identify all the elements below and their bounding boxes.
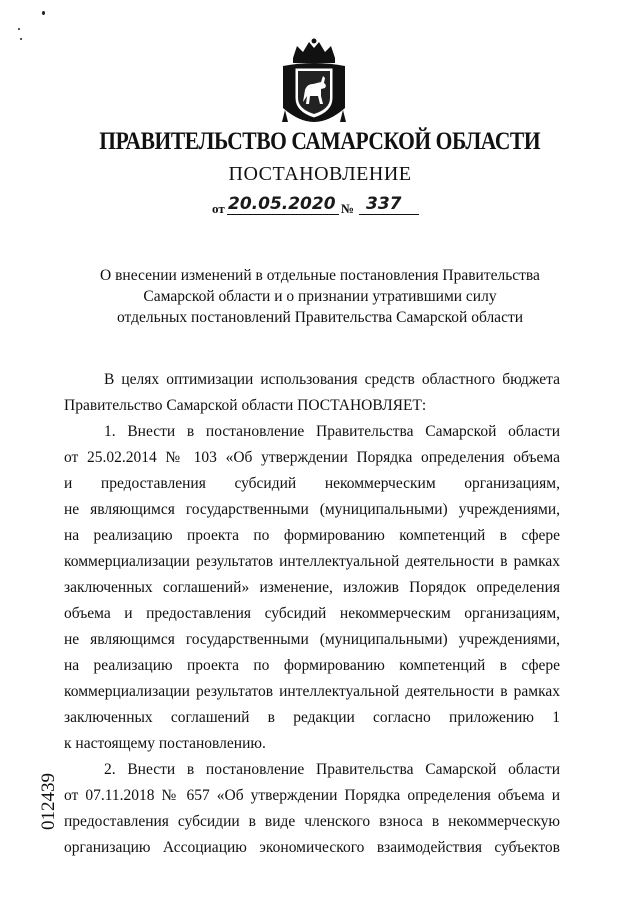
scan-speck bbox=[42, 11, 45, 15]
document-body bbox=[64, 367, 560, 861]
body-line: предоставления субсидии в виде членского взноса в некоммерческую bbox=[64, 813, 560, 830]
body-line: В целях оптимизации использования средств областного бюджета bbox=[104, 371, 560, 388]
body-line: на реализацию проекта по формированию компетенций в сфере bbox=[64, 657, 560, 674]
date-underline bbox=[227, 214, 339, 215]
number-value: 337 bbox=[366, 194, 402, 214]
registration-number: 012439 bbox=[38, 773, 59, 830]
body-line: не являющимся государственными (муниципальными) учреждениями, bbox=[64, 501, 560, 518]
body-line: заключенных соглашений в редакции согласно приложению 1 bbox=[64, 709, 560, 726]
body-line: от 07.11.2018 № 657 «Об утверждении Порядка определения объема и bbox=[64, 787, 560, 804]
date-value: 20.05.2020 bbox=[228, 194, 336, 214]
body-line: от 25.02.2014 № 103 «Об утверждении Порядка определения объема bbox=[64, 449, 560, 466]
document-subject bbox=[70, 265, 570, 328]
body-line: к настоящему постановлению. bbox=[64, 735, 266, 752]
body-line: Правительство Самарской области ПОСТАНОВЛЯЕТ: bbox=[64, 397, 427, 414]
body-line: и предоставления субсидий некоммерческим организациям, bbox=[64, 475, 560, 492]
subject-line: отдельных постановлений Правительства Самарской области bbox=[116, 309, 524, 326]
body-line: 2. Внести в постановление Правительства Самарской области bbox=[104, 761, 560, 778]
number-underline bbox=[359, 214, 419, 215]
body-line: объема и предоставления субсидий некоммерческим организациям, bbox=[64, 605, 560, 622]
organization-title: ПРАВИТЕЛЬСТВО САМАРСКОЙ ОБЛАСТИ bbox=[99, 128, 541, 155]
number-prefix: № bbox=[341, 201, 355, 216]
body-line: 1. Внести в постановление Правительства Самарской области bbox=[104, 423, 560, 440]
samara-coat-of-arms-icon bbox=[279, 38, 349, 124]
body-line: организацию Ассоциацию экономического взаимодействия субъектов bbox=[64, 839, 560, 856]
body-line: заключенных соглашений» изменение, изложив Порядок определения bbox=[64, 579, 560, 596]
scan-speck bbox=[20, 38, 22, 40]
body-line: коммерциализации результатов интеллектуальной деятельности в рамках bbox=[64, 553, 560, 570]
body-line: коммерциализации результатов интеллектуальной деятельности в рамках bbox=[64, 683, 560, 700]
subject-line: Самарской области и о признании утратившими силу bbox=[143, 288, 497, 305]
body-line: на реализацию проекта по формированию компетенций в сфере bbox=[64, 527, 560, 544]
date-prefix: от bbox=[212, 201, 225, 216]
scan-speck bbox=[18, 28, 20, 30]
body-line: не являющимся государственными (муниципальными) учреждениями, bbox=[64, 631, 560, 648]
document-type: ПОСТАНОВЛЕНИЕ bbox=[228, 163, 412, 185]
subject-line: О внесении изменений в отдельные постановления Правительства bbox=[100, 267, 540, 284]
